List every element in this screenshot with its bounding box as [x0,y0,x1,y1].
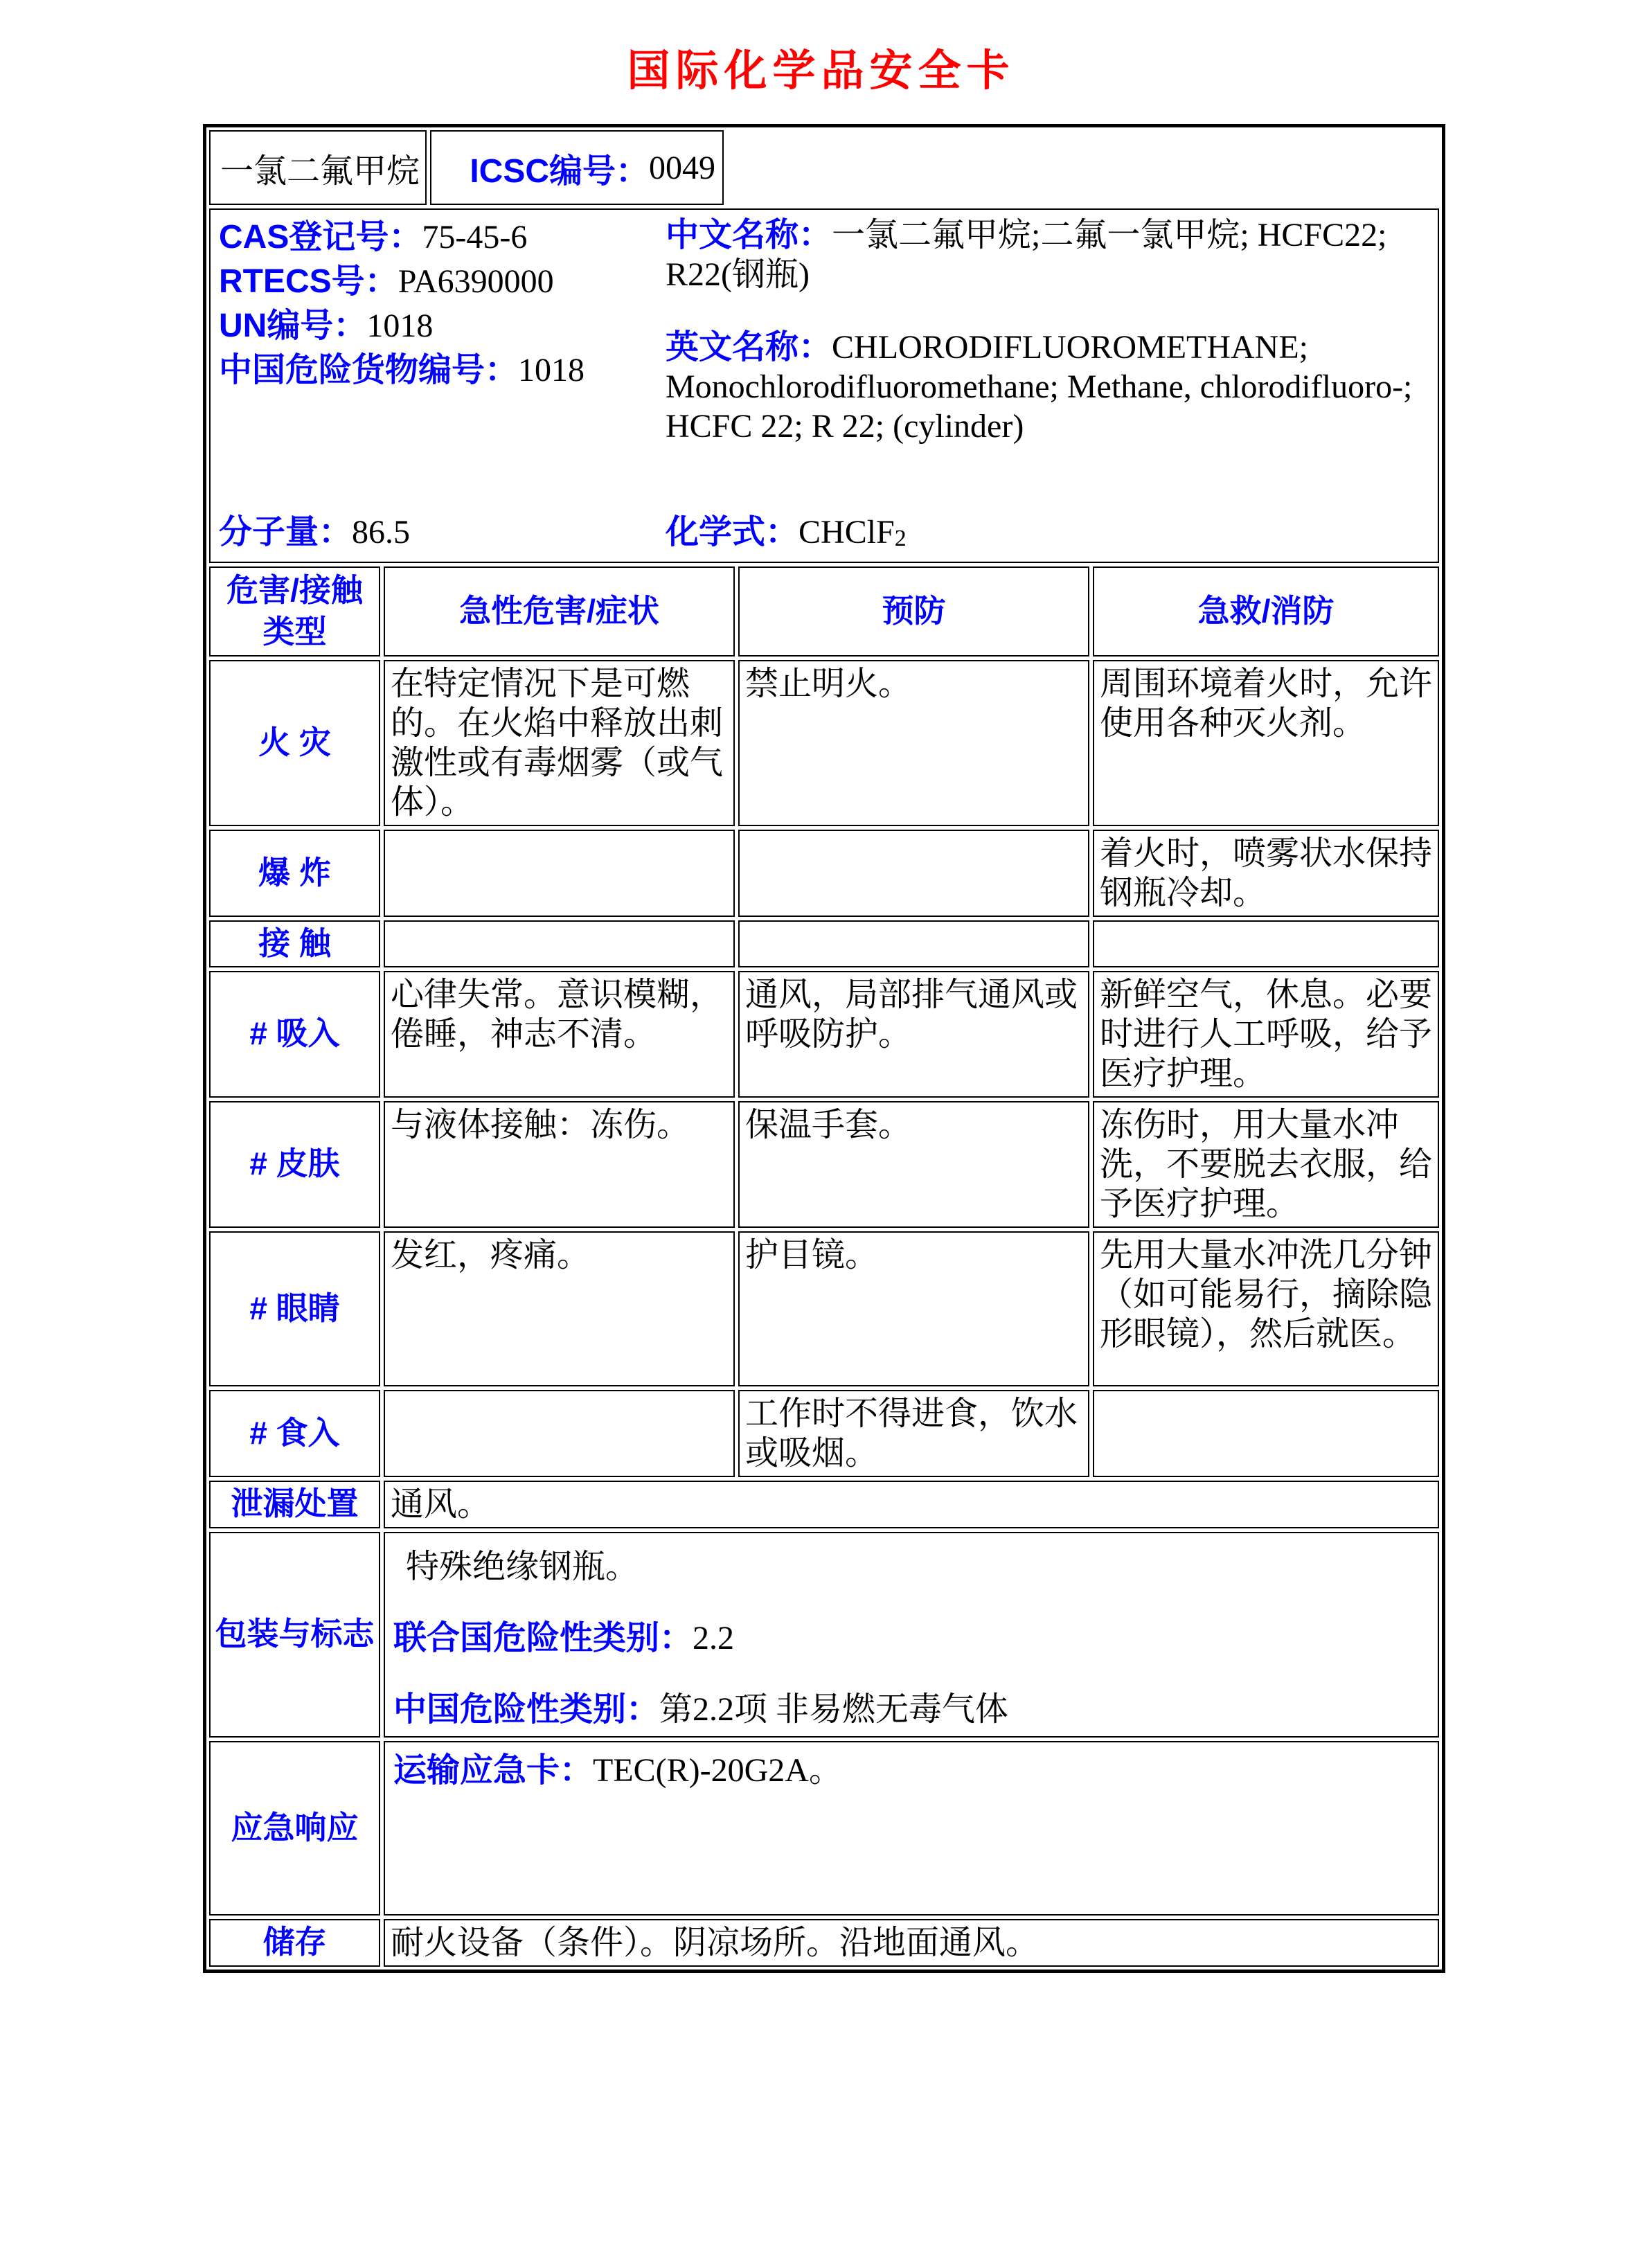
table-row-emergency-response [209,1741,1439,1916]
un-number-line [219,304,666,348]
document-page [0,36,1642,2268]
inhalation-symptoms: 心律失常。意识模糊，倦睡，神志不清。 [384,971,735,1098]
row-label-ingestion: # 食入 [209,1390,380,1477]
column-header-first-aid: 急救/消防 [1093,566,1439,657]
english-name-value: CHLORODIFLUOROMETHANE; Monochlorodifluoromethane; Methane, chlorodifluoro-; HCFC 22; R 22; (cylinder) [666,329,1413,445]
fire-first-aid: 周围环境着火时，允许使用各种灭火剂。 [1093,660,1439,826]
row-label-eyes: # 眼睛 [209,1231,380,1386]
chinese-name-label: 中文名称： [666,217,832,253]
transport-emergency-card-value: TEC(R)-20G2A。 [593,1751,842,1789]
table-row-eyes [209,1231,1439,1386]
transport-emergency-card-label: 运输应急卡： [393,1751,594,1789]
rtecs-value: PA6390000 [398,263,554,300]
column-header-type [209,566,380,657]
eyes-first-aid: 先用大量水冲洗几分钟（如可能易行，摘除隐形眼镜），然后就医。 [1093,1231,1439,1386]
cn-hazard-class-label: 中国危险性类别： [393,1690,660,1728]
chinese-name-paragraph [666,215,1429,294]
fire-prevention: 禁止明火。 [738,660,1089,826]
icsc-number: 0049 [649,149,716,186]
storage-content: 耐火设备（条件）。阴凉场所。沿地面通风。 [384,1919,1439,1967]
table-row-fire [209,660,1439,826]
identification-bottom [219,513,1429,552]
contact-symptoms [384,920,735,967]
registry-numbers [219,215,666,446]
table-row-spill-disposal [209,1481,1439,1528]
molecular-weight-line [219,513,666,552]
spill-disposal-content: 通风。 [384,1481,1439,1528]
un-hazard-class-label: 联合国危险性类别： [393,1619,693,1657]
un-hazard-class-value: 2.2 [693,1619,735,1657]
cas-number-line [219,215,666,260]
ingestion-prevention: 工作时不得进食，饮水或吸烟。 [738,1390,1089,1477]
explosion-prevention [738,830,1089,917]
explosion-symptoms [384,830,735,917]
molecular-weight-label: 分子量： [219,514,353,551]
transport-emergency-card-line [393,1751,1429,1790]
packaging-content [384,1532,1439,1738]
eyes-symptoms: 发红，疼痛。 [384,1231,735,1386]
un-value: 1018 [366,307,434,344]
emergency-response-content [384,1741,1439,1916]
table-row-contact [209,920,1439,967]
row-label-explosion: 爆 炸 [209,830,380,917]
icsc-label: ICSC编号： [470,152,650,190]
cn-hazard-class-line [393,1690,1429,1729]
english-name-label: 英文名称： [666,329,832,366]
substance-names [666,215,1429,446]
un-label: UN编号： [219,307,367,344]
icsc-number-cell [430,130,724,205]
rtecs-number-line [219,260,666,304]
cn-dangerous-goods-value: 1018 [518,352,585,389]
explosion-first-aid: 着火时，喷雾状水保持钢瓶冷却。 [1093,830,1439,917]
row-label-inhalation: # 吸入 [209,971,380,1098]
safety-card [203,124,1445,1973]
cn-dangerous-goods-label: 中国危险货物编号： [219,352,519,389]
formula-line [666,513,1429,552]
inhalation-first-aid: 新鲜空气，休息。必要时进行人工呼吸，给予医疗护理。 [1093,971,1439,1098]
identification-row [209,208,1439,563]
un-hazard-class-line [393,1618,1429,1658]
cn-dangerous-goods-line [219,348,666,393]
cas-label: CAS登记号： [219,219,422,256]
english-name-paragraph [666,328,1429,446]
hazard-header-row [209,566,1439,657]
column-header-symptoms: 急性危害/症状 [384,566,735,657]
row-label-contact: 接 触 [209,920,380,967]
rtecs-label: RTECS号： [219,263,398,300]
row-label-storage: 储存 [209,1919,380,1967]
name-row [209,130,1439,205]
ingestion-first-aid [1093,1390,1439,1477]
formula-value: CHClF [798,514,895,551]
identification-cell [209,208,1439,563]
molecular-weight-value: 86.5 [352,514,411,551]
formula-label: 化学式： [666,514,799,551]
skin-prevention: 保温手套。 [738,1101,1089,1228]
chinese-name-value: 一氯二氟甲烷;二氟一氯甲烷; HCFC22; R22(钢瓶) [666,217,1387,293]
column-header-type-line1: 危害/接触 [226,572,363,609]
contact-first-aid [1093,920,1439,967]
substance-name: 一氯二氟甲烷 [220,152,420,190]
formula-subscript: 2 [894,526,907,552]
column-header-prevention: 预防 [738,566,1089,657]
contact-prevention [738,920,1089,967]
skin-symptoms: 与液体接触：冻伤。 [384,1101,735,1228]
cn-hazard-class-value: 第2.2项 非易燃无毒气体 [659,1690,1009,1728]
table-row-skin [209,1101,1439,1228]
skin-first-aid: 冻伤时，用大量水冲洗，不要脱去衣服，给予医疗护理。 [1093,1101,1439,1228]
table-row-ingestion [209,1390,1439,1477]
column-header-type-line2: 类型 [262,614,327,650]
row-label-packaging: 包装与标志 [209,1532,380,1738]
eyes-prevention: 护目镜。 [738,1231,1089,1386]
packaging-special-note: 特殊绝缘钢瓶。 [406,1548,639,1585]
table-row-storage [209,1919,1439,1967]
row-label-emergency-response: 应急响应 [209,1741,380,1916]
row-label-skin: # 皮肤 [209,1101,380,1228]
ingestion-symptoms [384,1390,735,1477]
table-row-explosion [209,830,1439,917]
row-label-spill-disposal: 泄漏处置 [209,1481,380,1528]
identification-top [219,215,1429,446]
page-title: 国际化学品安全卡 [627,47,1015,95]
row-label-fire: 火 灾 [209,660,380,826]
inhalation-prevention: 通风，局部排气通风或呼吸防护。 [738,971,1089,1098]
cas-value: 75-45-6 [422,219,528,256]
substance-name-cell [209,130,427,205]
table-row-inhalation [209,971,1439,1098]
fire-symptoms: 在特定情况下是可燃的。在火焰中释放出刺激性或有毒烟雾（或气体）。 [384,660,735,826]
table-row-packaging [209,1532,1439,1738]
